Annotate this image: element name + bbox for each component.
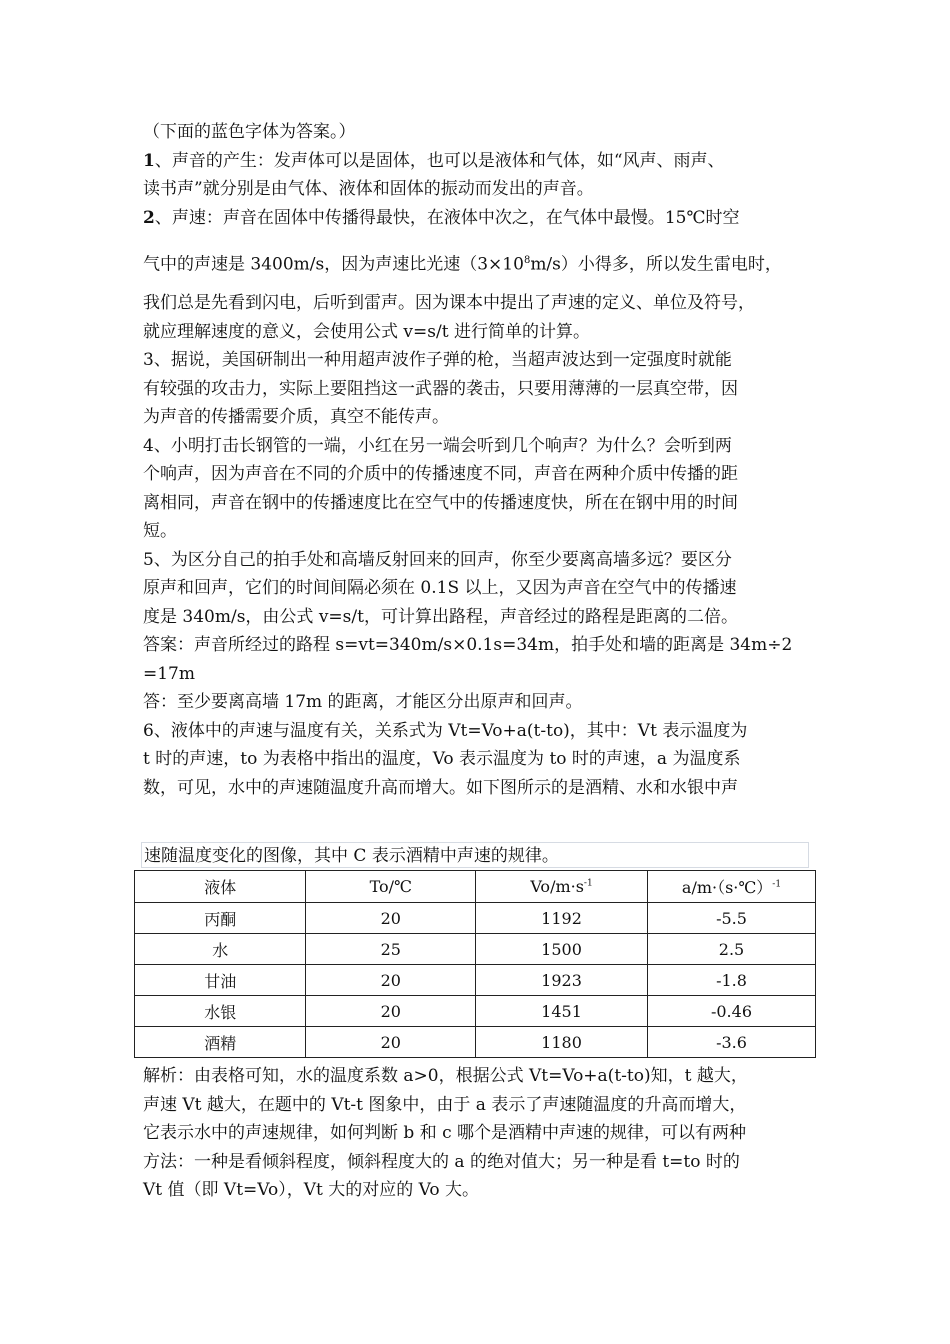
cell-a: -1.8 [647,965,815,996]
p2-line2 [143,240,815,281]
table-row [135,934,816,965]
p4-line3: 离相同，声音在钢中的传播速度比在空气中的传播速度快，所在在钢中用的时间 [143,492,738,513]
cell-a: -3.6 [647,1027,815,1058]
p6-line3: 数，可见，水中的声速随温度升高而增大。如下图所示的是酒精、水和水银中声 [143,777,738,798]
analysis-line3: 它表示水中的声速规律，如何判断 b 和 c 哪个是酒精中声速的规律，可以有两种 [143,1123,747,1143]
p2-line1 [143,204,815,233]
header-vo-exponent: -1 [583,878,593,889]
p5-line1: 5、为区分自己的拍手处和高墙反射回来的回声，你至少要离高墙多远？要区分 [143,549,732,570]
p2-line3: 我们总是先看到闪电，后听到雷声。因为课本中提出了声速的定义、单位及符号， [143,293,755,313]
cell-a: -0.46 [647,996,815,1027]
cell-to: 20 [306,903,476,934]
cell-vo: 1451 [476,996,648,1027]
p5-line3: 度是 340m/s，由公式 v=s/t，可计算出路程，声音经过的路程是距离的二倍。 [143,606,738,627]
p1-line1 [143,147,815,176]
p5-answer-line2: =17m [143,663,195,684]
p4-line2: 个响声，因为声音在不同的介质中的传播速度不同，声音在两种介质中传播的距 [143,464,738,484]
cell-liquid: 水 [135,934,306,965]
cell-vo: 1180 [476,1027,648,1058]
p2-number: 2 [143,207,155,228]
header-liquid: 液体 [135,871,306,903]
cell-vo: 1192 [476,903,648,934]
p5-answer-line1: 答案：声音所经过的路程 s=vt=340m/s×0.1s=34m，拍手处和墙的距离是 34m÷2 [143,635,793,655]
intro-note: （下面的蓝色字体为答案。） [143,122,356,142]
p1-line1-text: 、声音的产生：发声体可以是固体，也可以是液体和气体，如“风声、雨声、 [154,150,725,171]
p1-number: 1 [143,150,155,171]
cell-liquid: 丙酮 [135,903,306,934]
table-caption: 速随温度变化的图像，其中 C 表示酒精中声速的规律。 [141,842,809,868]
cell-liquid: 酒精 [135,1027,306,1058]
header-a-text: a/m·（s·℃） [681,878,773,897]
p3-line1: 3、据说，美国研制出一种用超声波作子弹的枪，当超声波达到一定强度时就能 [143,350,732,370]
p2-line1-text: 、声速：声音在固体中传播得最快，在液体中次之，在气体中最慢。15℃时空 [154,207,740,228]
p1-line2: 读书声”就分别是由气体、液体和固体的振动而发出的声音。 [143,179,594,199]
p4-line1: 4、小明打击长钢管的一端，小红在另一端会听到几个响声？为什么？会听到两 [143,435,732,456]
table-header-row [135,871,816,903]
cell-to: 25 [306,934,476,965]
table-row [135,996,816,1027]
header-vo-text: Vo/m·s [530,877,584,896]
header-a-exponent: -1 [772,879,782,890]
p5-line2: 原声和回声，它们的时间间隔必须在 0.1S 以上，又因为声音在空气中的传播速 [143,578,737,598]
table-row [135,1027,816,1058]
cell-vo: 1923 [476,965,648,996]
p4-line4: 短。 [143,521,177,541]
p2-line2-a: 气中的声速是 3400m/s，因为声速比光速（3×10 [143,254,524,275]
header-a [647,871,815,903]
cell-to: 20 [306,996,476,1027]
cell-liquid: 甘油 [135,965,306,996]
analysis-line4: 方法：一种是看倾斜程度，倾斜程度大的 a 的绝对值大；另一种是看 t=to 时的 [143,1151,740,1172]
p3-line2: 有较强的攻击力，实际上要阻挡这一武器的袭击，只要用薄薄的一层真空带，因 [143,378,738,399]
cell-to: 20 [306,1027,476,1058]
cell-to: 20 [306,965,476,996]
cell-a: 2.5 [647,934,815,965]
p2-line2-b: m/s）小得多，所以发生雷电时， [530,254,782,275]
table-row [135,965,816,996]
cell-vo: 1500 [476,934,648,965]
p3-line3: 为声音的传播需要介质，真空不能传声。 [143,407,449,427]
p6-line2: t 时的声速，to 为表格中指出的温度，Vo 表示温度为 to 时的声速，a 为温度系 [143,749,741,769]
liquid-sound-speed-table [134,870,816,1058]
p2-exponent: 8 [523,255,531,266]
header-to: To/℃ [306,871,476,903]
analysis-line2: 声速 Vt 越大，在题中的 Vt-t 图象中，由于 a 表示了声速随温度的升高而增大， [143,1094,747,1115]
p5-final-answer: 答：至少要离高墙 17m 的距离，才能区分出原声和回声。 [143,692,583,712]
analysis-line5: Vt 值（即 Vt=Vo），Vt 大的对应的 Vo 大。 [143,1180,479,1200]
table-row [135,903,816,934]
header-vo [476,871,648,903]
body-text-top [143,118,815,802]
analysis-block [143,1062,815,1205]
cell-a: -5.5 [647,903,815,934]
analysis-line1: 解析：由表格可知，水的温度系数 a>0，根据公式 Vt=Vo+a(t-to)知，t 越大， [143,1066,748,1086]
cell-liquid: 水银 [135,996,306,1027]
p6-line1: 6、液体中的声速与温度有关，关系式为 Vt=Vo+a(t-to)，其中：Vt 表示温度为 [143,720,748,741]
p2-line4: 就应理解速度的意义，会使用公式 v=s/t 进行简单的计算。 [143,321,590,342]
